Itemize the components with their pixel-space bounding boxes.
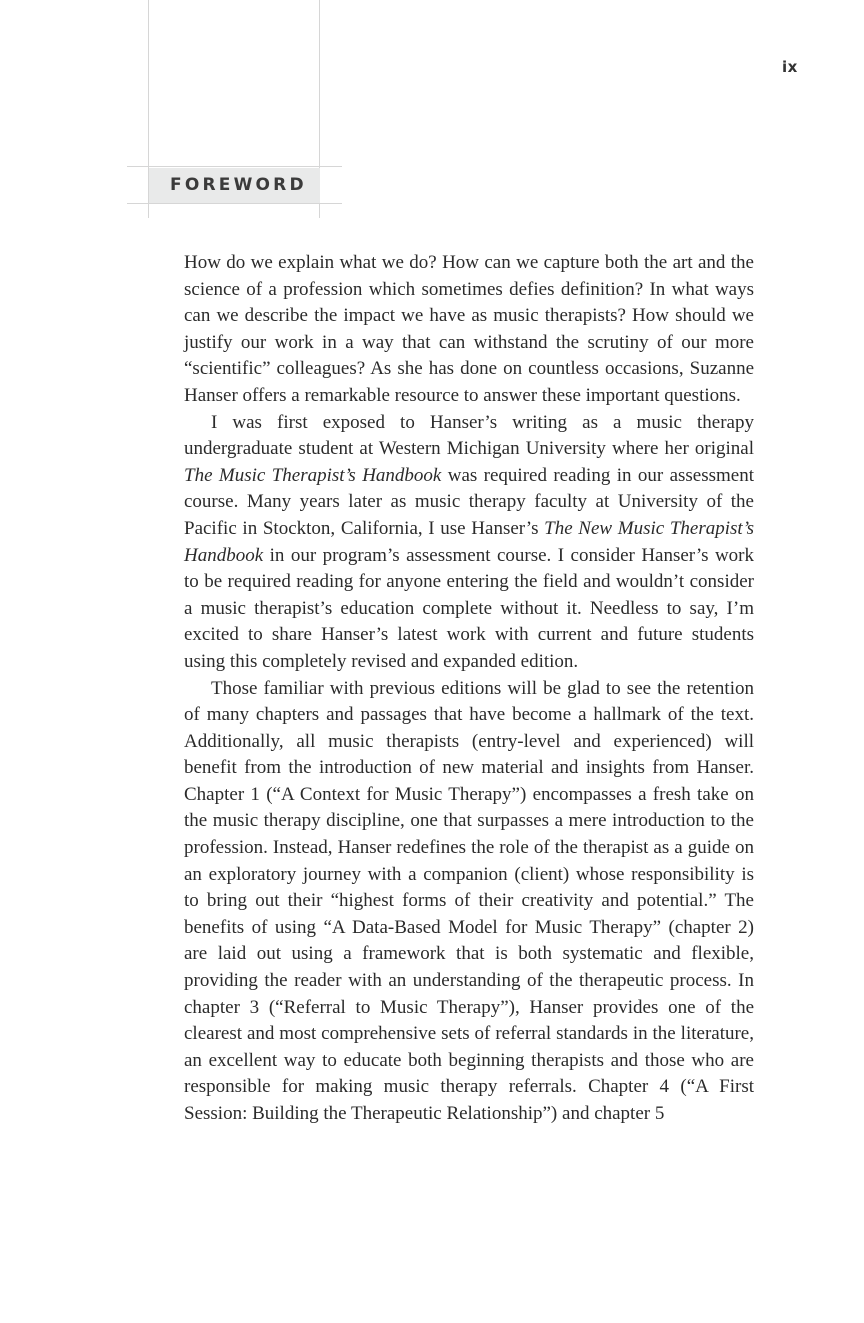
horizontal-rule-top <box>127 166 342 167</box>
horizontal-rule-bottom <box>127 203 342 204</box>
paragraph-3 <box>184 676 754 1128</box>
paragraph-1 <box>184 250 754 410</box>
chapter-heading: FOREWORD <box>170 175 307 195</box>
book-title-new: The New Music Therapist’s Handbook <box>184 517 754 566</box>
paragraph-3-text: Those familiar with previous editions will be glad to see the retention of many chapters and passages that have become a hallmark of the text. Additionally, all music therapists (entry-level and experienced) will benefit from the introduction of new material and insights from Hanser. Chapter 1 (“A Context for Music Therapy”) encompasses a fresh take on the music therapy discipline, one that surpasses a mere introduction to the profession. Instead, Hanser redefines the role of the therapist as a guide on an exploratory journey with a companion (client) whose responsibility is to bring out their “highest forms of their creativity and potential.” The benefits of using “A Data-Based Model for Music Therapy” (chapter 2) are laid out using a framework that is both systematic and flexible, providing the reader with an understanding of the therapeutic process. In chapter 3 (“Referral to Music Therapy”), Hanser provides one of the clearest and most comprehensive sets of referral standards in the literature, an excellent way to educate both beginning therapists and those who are responsible for making music therapy referrals. Chapter 4 (“A First Session: Building the Therapeutic Relationship”) and chapter 5 <box>184 677 754 1124</box>
paragraph-2-text-c: in our program’s assessment course. I consider Hanser’s work to be required reading for anyone entering the field and wouldn’t consider a music therapist’s education complete without it. Needless to say, I’m excited to share Hanser’s latest work with current and future students using this completely revised and expanded edition. <box>184 544 754 672</box>
body-text <box>184 250 754 1128</box>
book-title-original: The Music Therapist’s Handbook <box>184 464 442 486</box>
paragraph-2-text-b: was required reading in our assessment course. Many years later as music therapy faculty at University of the Pacific in Stockton, California, I use Hanser’s <box>184 464 754 539</box>
paragraph-2 <box>184 410 754 676</box>
page-number: ix <box>782 58 798 76</box>
paragraph-1-text: How do we explain what we do? How can we capture both the art and the science of a profession which sometimes defies definition? In what ways can we describe the impact we have as music therapists? How should we justify our work in a way that can withstand the scrutiny of our more “scientific” colleagues? As she has done on countless occasions, Suzanne Hanser offers a remarkable resource to answer these important questions. <box>184 252 754 406</box>
paragraph-2-text-a: I was first exposed to Hanser’s writing as a music therapy undergraduate student at Western Michigan University where her original <box>184 411 754 460</box>
